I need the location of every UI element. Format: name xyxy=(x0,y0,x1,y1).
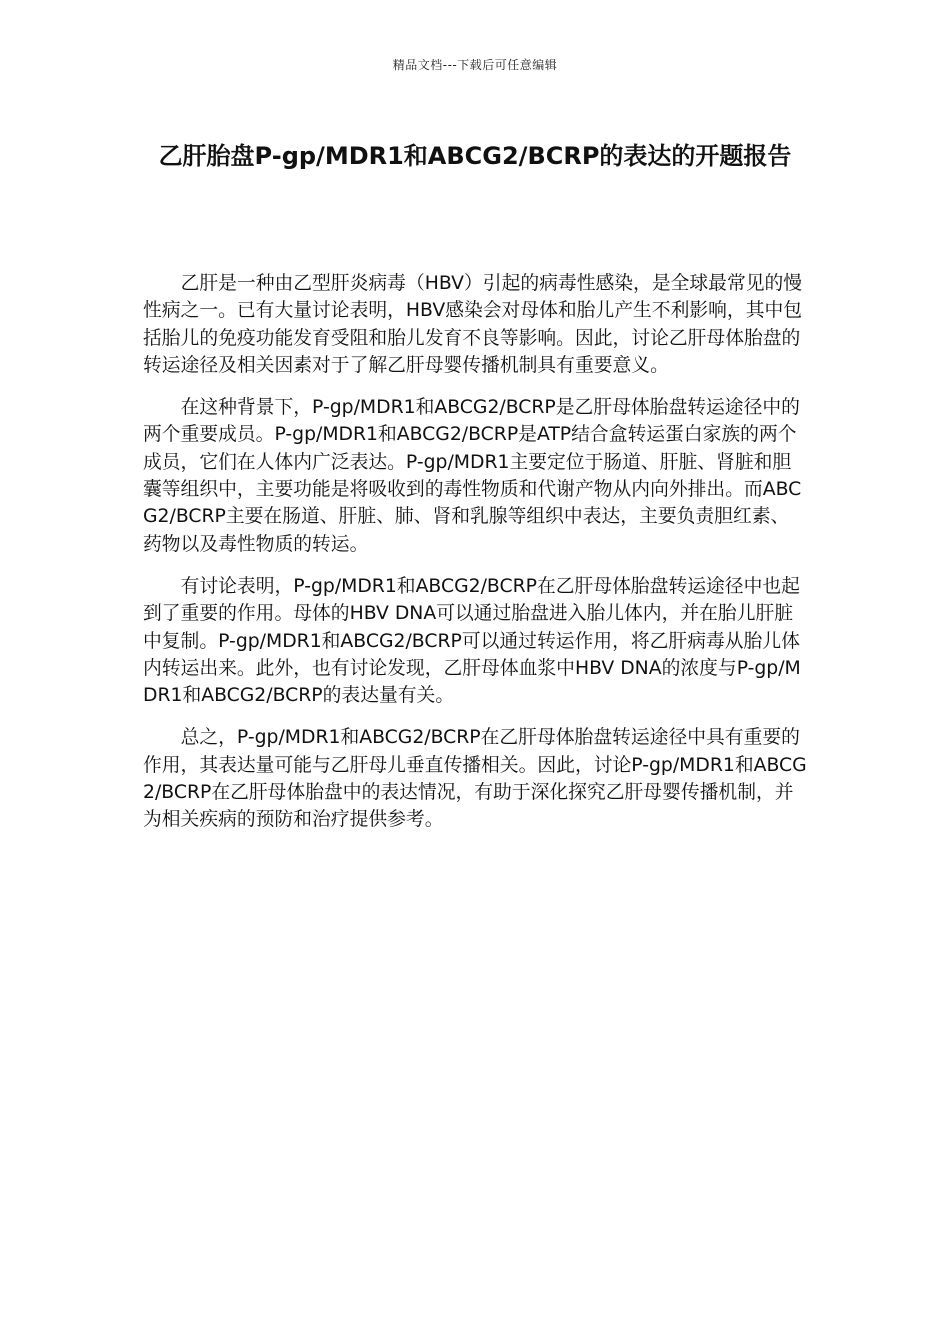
body-paragraph: 在这种背景下，P-gp/MDR1和ABCG2/BCRP是乙肝母体胎盘转运途径中的两个重要成员。P-gp/MDR1和ABCG2/BCRP是ATP结合盒转运蛋白家族的两个成员，它们在人体内广泛表达。P-gp/MDR1主要定位于肠道、肝脏、肾脏和胆囊等组织中，主要功能是将吸收到的毒性物质和代谢产物从内向外排出。而ABCG2/BCRP主要在肠道、肝脏、肺、肾和乳腺等组织中表达，主要负责胆红素、药物以及毒性物质的转运。 xyxy=(143,397,802,555)
page-header-text: 精品文档---下载后可任意编辑 xyxy=(392,58,558,72)
document-title: 乙肝胎盘P-gp/MDR1和ABCG2/BCRP的表达的开题报告 xyxy=(158,142,792,170)
body-paragraph: 有讨论表明，P-gp/MDR1和ABCG2/BCRP在乙肝母体胎盘转运途径中也起到了重要的作用。母体的HBV DNA可以通过胎盘进入胎儿体内，并在胎儿肝脏中复制。P-gp/MDR1和ABCG2/BCRP可以通过转运作用，将乙肝病毒从胎儿体内转运出来。此外，也有讨论发现，乙肝母体血浆中HBV DNA的浓度与P-gp/MDR1和ABCG2/BCRP的表达量有关。 xyxy=(143,575,801,707)
document-body xyxy=(143,270,807,849)
body-paragraph: 乙肝是一种由乙型肝炎病毒（HBV）引起的病毒性感染，是全球最常见的慢性病之一。已有大量讨论表明，HBV感染会对母体和胎儿产生不利影响，其中包括胎儿的免疫功能发育受阻和胎儿发育不良等影响。因此，讨论乙肝母体胎盘的转运途径及相关因素对于了解乙肝母婴传播机制具有重要意义。 xyxy=(143,273,803,376)
body-paragraph: 总之，P-gp/MDR1和ABCG2/BCRP在乙肝母体胎盘转运途径中具有重要的作用，其表达量可能与乙肝母儿垂直传播相关。因此，讨论P-gp/MDR1和ABCG2/BCRP在乙肝母体胎盘中的表达情况，有助于深化探究乙肝母婴传播机制，并为相关疾病的预防和治疗提供参考。 xyxy=(143,727,807,831)
